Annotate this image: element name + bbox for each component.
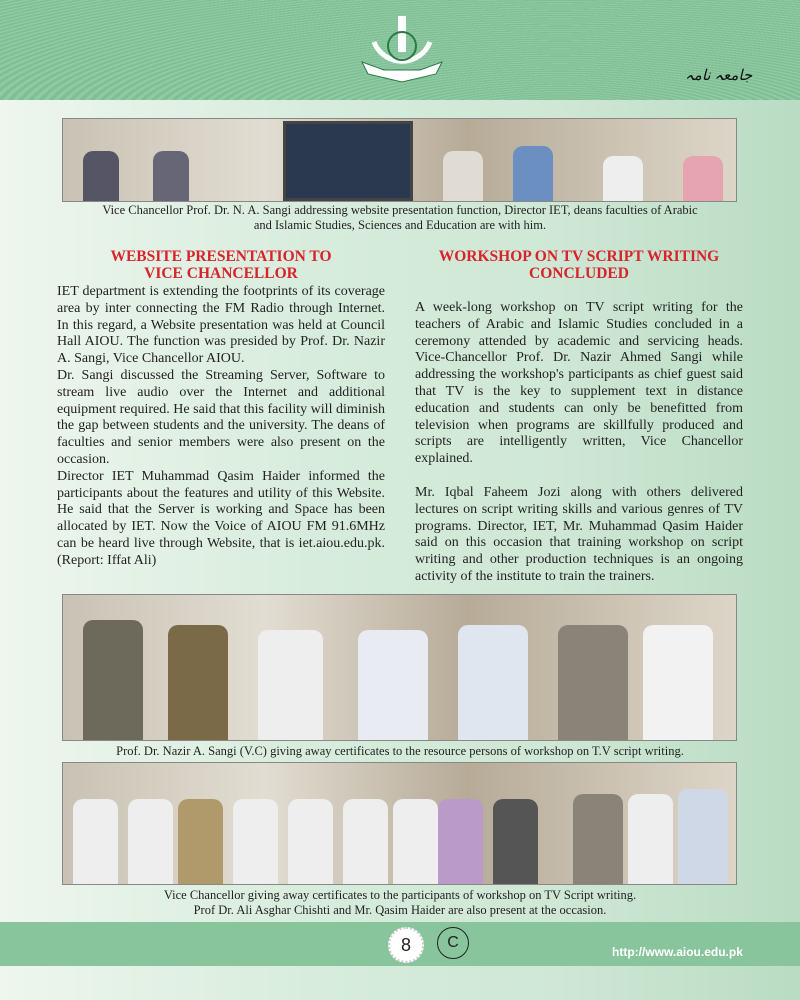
photo-caption (60, 888, 740, 918)
university-logo-icon (360, 12, 444, 88)
caption-line: Prof Dr. Ali Asghar Chishti and Mr. Qasim Haider are also present at the occasion. (193, 903, 607, 917)
website-presentation-photo (62, 118, 737, 202)
page-number: 8 (388, 927, 424, 963)
certificates-resource-persons-photo (62, 594, 737, 741)
caption-line: Vice Chancellor giving away certificates to the participants of workshop on TV Script writing. (163, 888, 637, 902)
section-mark: C (437, 927, 469, 959)
heading-line: VICE CHANCELLOR (144, 265, 298, 282)
article-heading (57, 248, 385, 282)
certificates-participants-photo (62, 762, 737, 885)
website-presentation-article (57, 248, 385, 570)
paragraph: Dr. Sangi discussed the Streaming Server, Software to stream live audio over the Internet and additional equipment required. He said that this facility will diminish the gap between students and the university. The deans of faculties and senior members were also present on the occasion. (57, 367, 385, 467)
paragraph: Mr. Iqbal Faheem Jozi along with others delivered lectures on script writing skills and various genres of TV programs. Director, IET, Mr. Muhammad Qasim Haider said on this occasion that training workshop on script writing and other production techniques is an ongoing activity of the institute to train the trainers. (415, 484, 743, 584)
workshop-article (415, 248, 743, 586)
website-url[interactable]: http://www.aiou.edu.pk (612, 945, 743, 959)
paragraph: A week-long workshop on TV script writing for the teachers of Arabic and Islamic Studies concluded in a ceremony attended by academic and servicing heads. Vice-Chancellor Prof. Dr. Nazir Ahmed Sangi while addressing the workshop's participants as chief guest said that TV is the key to supplement text in distance education and students can only be benefitted from television when programs are skillfully produced and scripts are intelligently written, Vice Chancellor explained. (415, 300, 743, 467)
article-heading (415, 248, 743, 282)
photo-caption: Prof. Dr. Nazir A. Sangi (V.C) giving away certificates to the resource persons of workshop on T.V script writing. (116, 744, 684, 758)
heading-line: WORKSHOP ON TV SCRIPT WRITING (438, 248, 720, 265)
publication-title: جامعہ نامہ (685, 68, 753, 84)
heading-line: WEBSITE PRESENTATION TO (110, 248, 332, 265)
paragraph: Director IET Muhammad Qasim Haider informed the participants about the features and utility of this Website. He said that the Server is working and Space has been allocated by IET. Now the Voice of AIOU FM 91.6MHz can be heard live through Website, that is iet.aiou.edu.pk. (Report: Iffat Ali) (57, 468, 385, 568)
header-banner (0, 0, 800, 100)
heading-line: CONCLUDED (529, 265, 629, 282)
paragraph: IET department is extending the footprints of its coverage area by inter connecting the FM Radio through Internet. In this regard, a Website presentation was held at Council Hall AIOU. The function was presided by Prof. Dr. Nazir A. Sangi, Vice Chancellor AIOU. (57, 284, 385, 367)
photo-caption: Vice Chancellor Prof. Dr. N. A. Sangi addressing website presentation function, Director IET, deans faculties of Arabic and Islamic Studies, Sciences and Education are with him. (102, 203, 698, 232)
